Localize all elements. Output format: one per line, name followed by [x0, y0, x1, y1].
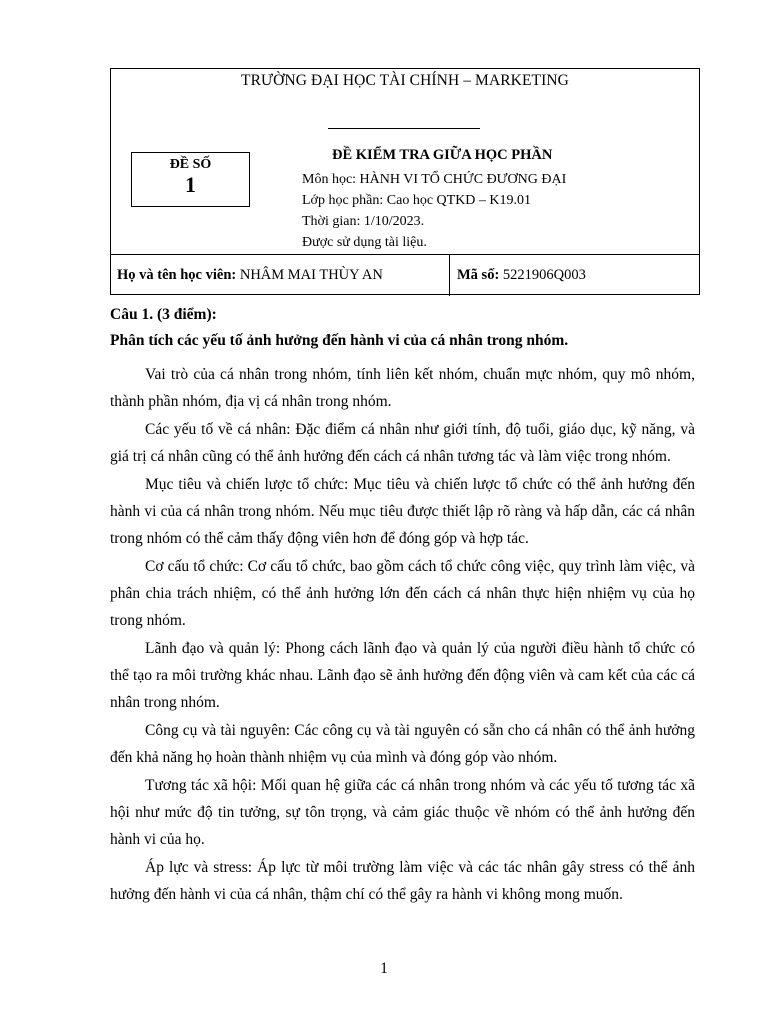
paragraph: Vai trò của cá nhân trong nhóm, tính liên kết nhóm, chuẩn mực nhóm, quy mô nhóm, thành phần nhóm, địa vị cá nhân trong nhóm. — [110, 366, 695, 410]
class-line: Lớp học phần: Cao học QTKD – K19.01 — [302, 193, 532, 208]
student-name-label: Họ và tên học viên: — [117, 267, 237, 283]
question-prompt: Phân tích các yếu tố ảnh hưởng đến hành vi của cá nhân trong nhóm. — [110, 332, 569, 349]
answer-content — [110, 302, 695, 909]
question-label: Câu 1. (3 điểm): — [110, 306, 217, 323]
exam-title: ĐỀ KIỂM TRA GIỮA HỌC PHẦN — [332, 147, 553, 163]
paragraph: Công cụ và tài nguyên: Các công cụ và tài nguyên có sẵn cho cá nhân có thể ảnh hưởng đến khả năng họ hoàn thành nhiệm vụ của mình và đóng góp vào nhóm. — [110, 722, 695, 766]
paragraph: Áp lực và stress: Áp lực từ môi trường làm việc và các tác nhân gây stress có thể ảnh hưởng đến hành vi của cá nhân, thậm chí có thể gây ra hành vi không mong muốn. — [110, 859, 695, 903]
paragraph: Tương tác xã hội: Mối quan hệ giữa các cá nhân trong nhóm và các yếu tố tương tác xã hội như mức độ tin tưởng, sự tôn trọng, và cảm giác thuộc về nhóm có thể ảnh hưởng đến hành vi của họ. — [110, 777, 695, 848]
student-id: 5221906Q003 — [502, 267, 586, 283]
school-name: TRƯỜNG ĐẠI HỌC TÀI CHÍNH – MARKETING — [241, 72, 569, 89]
materials-line: Được sử dụng tài liệu. — [302, 235, 427, 250]
student-info-row — [111, 254, 699, 296]
cell-divider — [449, 255, 450, 296]
student-name-cell — [117, 255, 451, 296]
exam-code-box — [131, 152, 250, 207]
student-id-cell — [457, 255, 586, 296]
title-underline — [328, 128, 480, 129]
paragraph: Các yếu tố về cá nhân: Đặc điểm cá nhân như giới tính, độ tuổi, giáo dục, kỹ năng, và giá trị cá nhân cũng có thể ảnh hưởng đến cách cá nhân tương tác và làm việc trong nhóm. — [110, 421, 695, 465]
date-line: Thời gian: 1/10/2023. — [302, 214, 425, 229]
page-number: 1 — [380, 960, 388, 977]
exam-header-box — [110, 68, 700, 295]
student-id-label: Mã số: — [457, 267, 500, 283]
paragraph: Cơ cấu tổ chức: Cơ cấu tổ chức, bao gồm cách tổ chức công việc, quy trình làm việc, và phân chia trách nhiệm, có thể ảnh hưởng lớn đến cách cá nhân thực hiện nhiệm vụ của họ trong nhóm. — [110, 558, 695, 629]
exam-info — [302, 147, 566, 253]
exam-code-number: 1 — [185, 172, 196, 197]
paragraph: Lãnh đạo và quản lý: Phong cách lãnh đạo và quản lý của người điều hành tổ chức có thể tạo ra môi trường khác nhau. Lãnh đạo sẽ ảnh hưởng đến động viên và cam kết của các cá nhân trong nhóm. — [110, 640, 695, 711]
student-name: NHÂM MAI THÙY AN — [239, 267, 383, 283]
exam-code-label: ĐỀ SỐ — [169, 157, 212, 172]
paragraph: Mục tiêu và chiến lược tổ chức: Mục tiêu và chiến lược tổ chức có thể ảnh hưởng đến hành vi của cá nhân trong nhóm. Nếu mục tiêu được thiết lập rõ ràng và hấp dẫn, các cá nhân trong nhóm có thể cảm thấy động viên hơn để đóng góp và hợp tác. — [110, 476, 695, 547]
course-line: Môn học: HÀNH VI TỔ CHỨC ĐƯƠNG ĐẠI — [302, 172, 567, 187]
